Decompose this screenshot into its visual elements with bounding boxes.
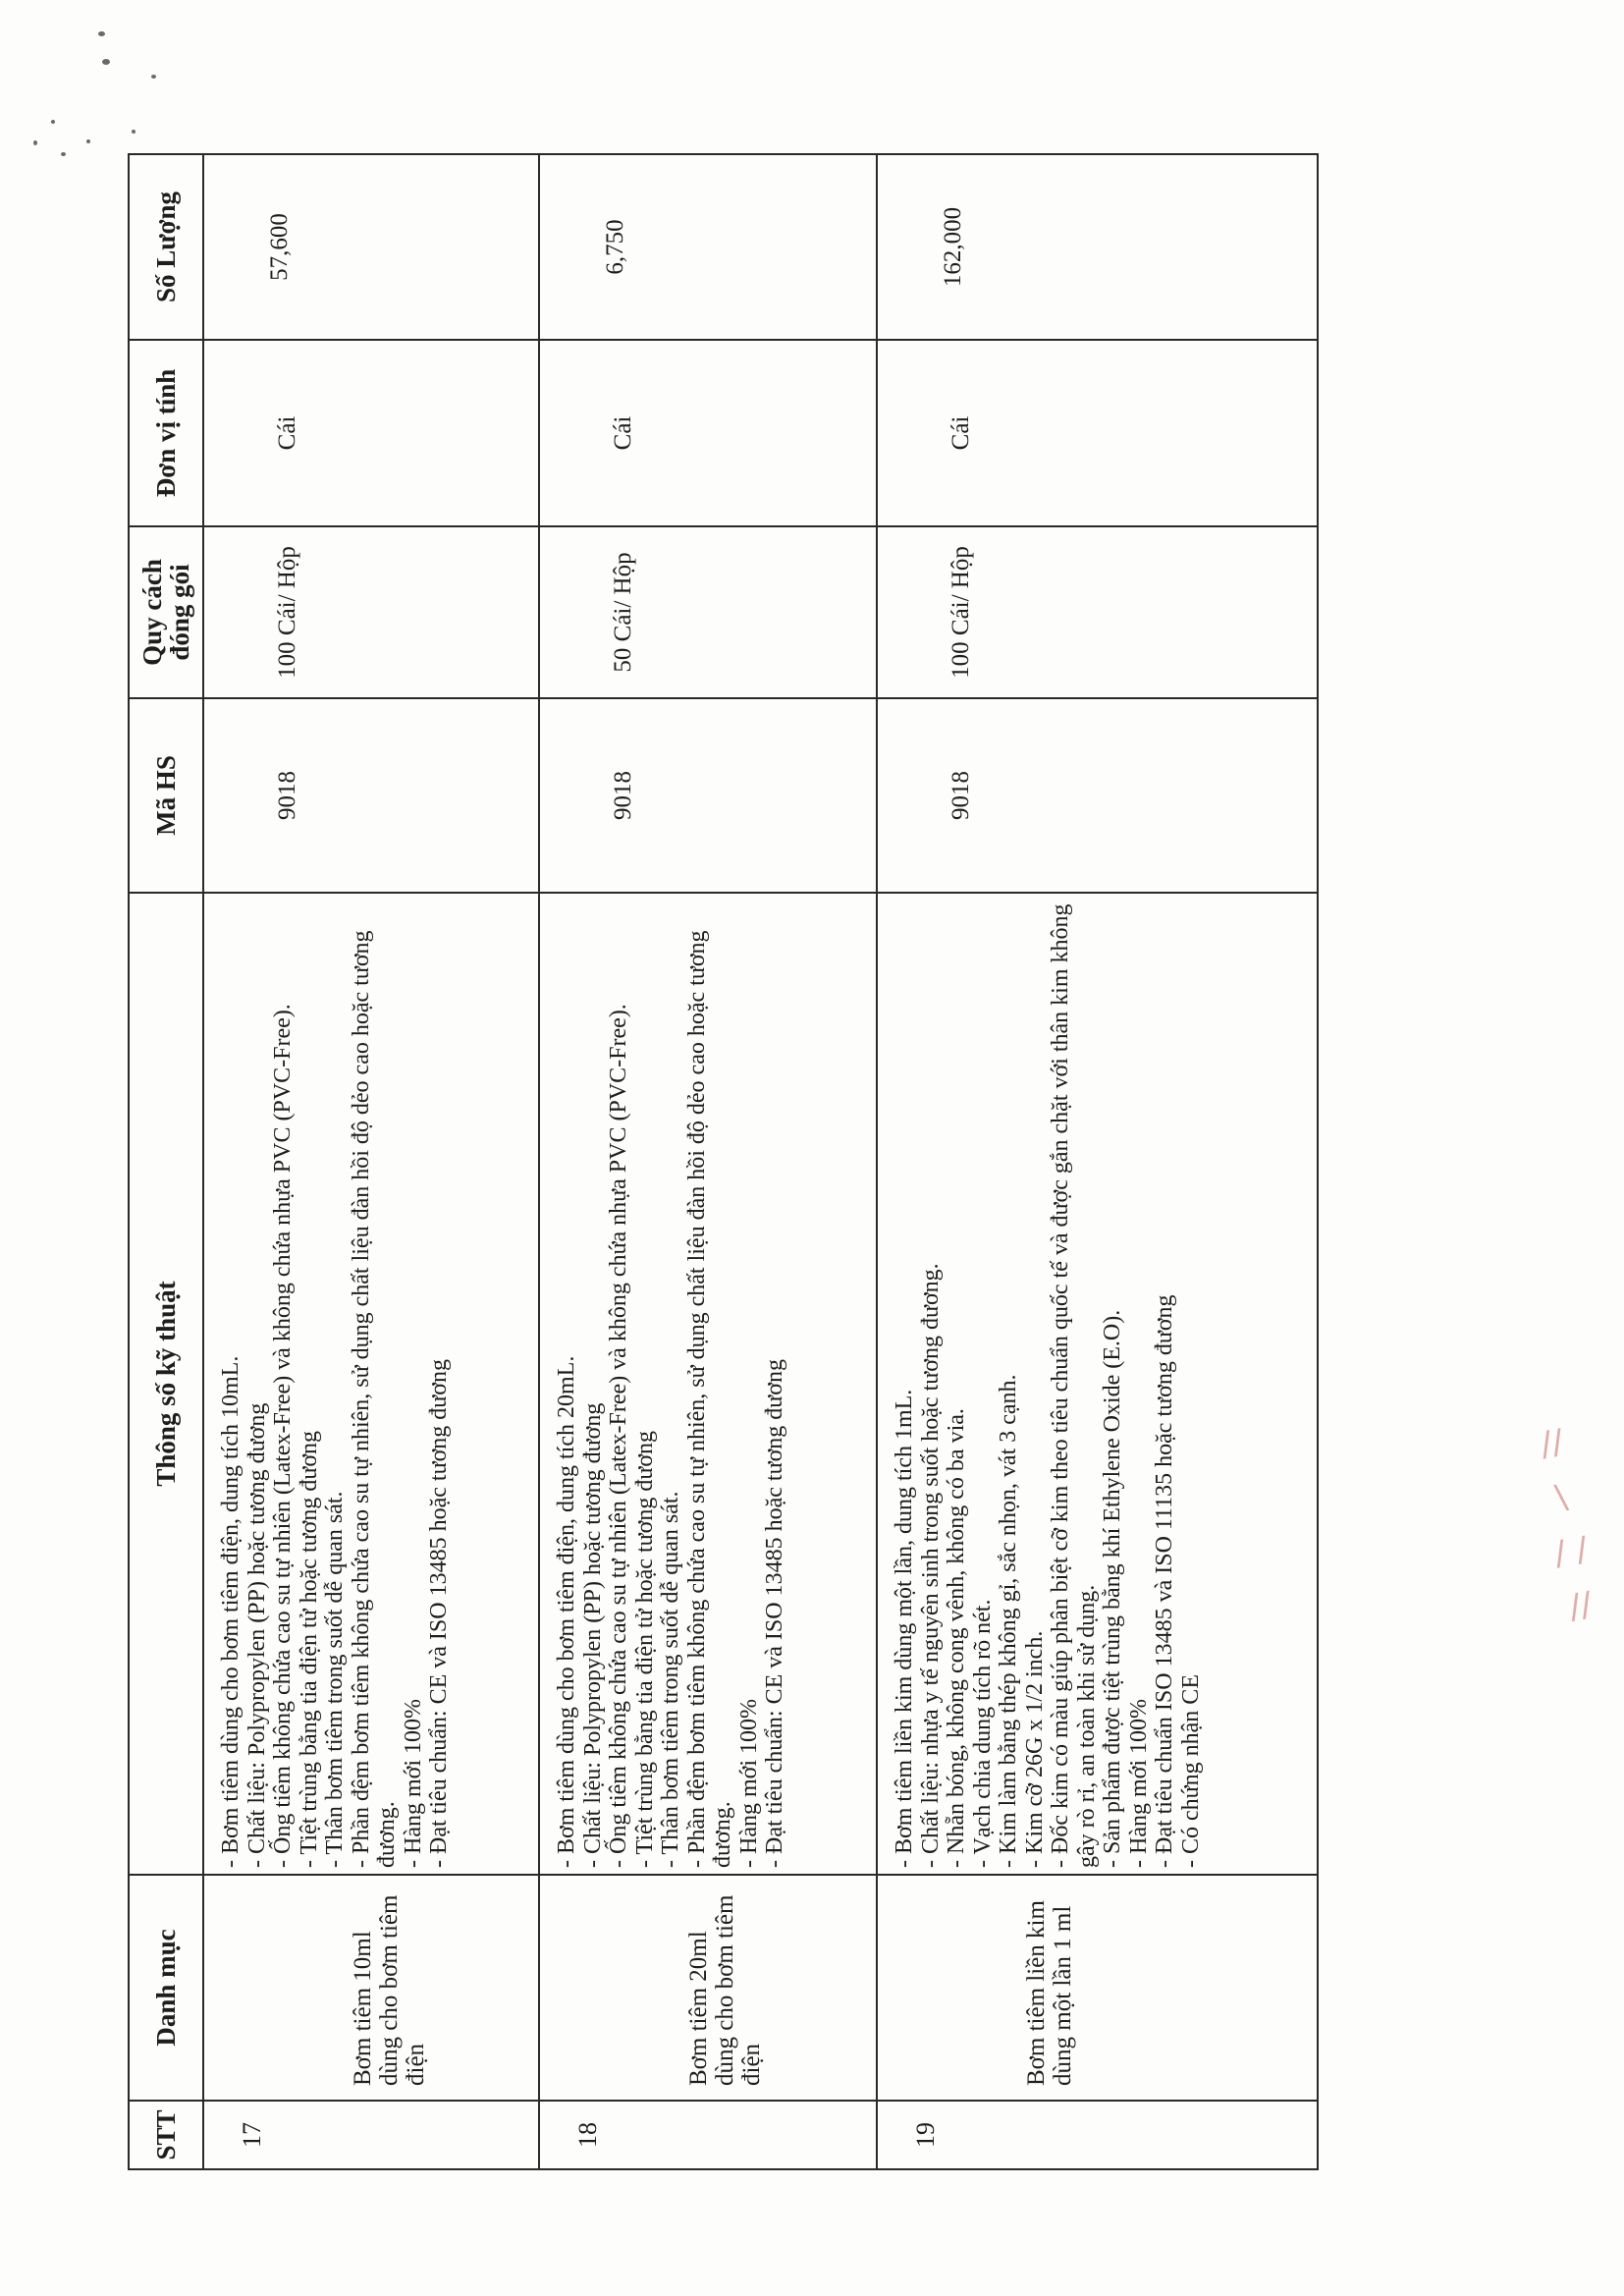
- row-unit: Cái: [877, 340, 1318, 526]
- header-stt: STT: [129, 2101, 203, 2169]
- spec-line: - Thân bơm tiêm trong suốt dễ quan sát.: [658, 1491, 683, 1868]
- row-packaging: 100 Cái/ Hộp: [877, 526, 1318, 698]
- header-category: Danh mục: [129, 1875, 203, 2101]
- row-unit: Cái: [203, 340, 539, 526]
- spec-line: - Bơm tiêm dùng cho bơm tiêm điện, dung tích 20mL.: [554, 1355, 579, 1868]
- table-row: [539, 154, 877, 2169]
- spec-line: - Tiệt trùng bằng tia điện tử hoặc tương đương: [631, 1430, 658, 1868]
- spec-line: - Đạt tiêu chuẩn: CE và ISO 13485 hoặc tương đương: [426, 1359, 452, 1868]
- row-spec: [539, 893, 877, 1875]
- header-quantity: Số Lượng: [129, 154, 203, 340]
- spec-line: - Hàng mới 100%: [735, 1699, 762, 1868]
- spec-line: - Ống tiêm không chứa cao su tự nhiên (Latex-Free) và không chứa nhựa PVC (PVC-Free).: [606, 1004, 631, 1868]
- spec-line: - Tiệt trùng bằng tia điện tử hoặc tương đương: [296, 1430, 322, 1868]
- table-row: [877, 154, 1318, 2169]
- spec-line: - Hàng mới 100%: [1125, 1699, 1152, 1868]
- row-category: Bơm tiêm 20ml dùng cho bơm tiêm điện: [539, 1875, 877, 2101]
- row-packaging: 50 Cái/ Hộp: [539, 526, 877, 698]
- header-unit: Đơn vị tính: [129, 340, 203, 526]
- scan-speck: [98, 31, 105, 36]
- header-packaging: Quy cách đóng gói: [129, 526, 203, 698]
- table-row: [203, 154, 539, 2169]
- spec-line: - Chất liệu: Polypropylen (PP) hoặc tương đương: [579, 1402, 606, 1868]
- row-hs-code: 9018: [203, 698, 539, 893]
- row-unit: Cái: [539, 340, 877, 526]
- table-header-row: [129, 154, 203, 2169]
- spec-line: - Nhẵn bóng, không cong vênh, không có ba via.: [944, 1408, 969, 1868]
- spec-line: - Sản phẩm được tiệt trùng bằng khí Ethylene Oxide (E.O).: [1100, 1309, 1125, 1868]
- scan-speck: [151, 75, 156, 79]
- header-spec: Thông số kỹ thuật: [129, 893, 203, 1875]
- header-hs-code: Mã HS: [129, 698, 203, 893]
- spec-line: - Đạt tiêu chuẩn ISO 13485 và ISO 11135 hoặc tương đương: [1152, 1294, 1177, 1868]
- row-spec: [877, 893, 1318, 1875]
- scan-speck: [33, 140, 37, 145]
- spec-line: - Đốc kim có màu giúp phân biệt cỡ kim theo tiêu chuẩn quốc tế và được gắn chặt với thân kim không gây rò rỉ, an toàn khi sử dụng.: [1048, 903, 1100, 1868]
- row-quantity: 6,750: [539, 154, 877, 340]
- scan-speck: [102, 59, 110, 65]
- spec-line: - Ống tiêm không chứa cao su tự nhiên (Latex-Free) và không chứa nhựa PVC (PVC-Free).: [270, 1004, 296, 1868]
- row-hs-code: 9018: [539, 698, 877, 893]
- scan-speck: [61, 152, 66, 156]
- spec-line: - Bơm tiêm dùng cho bơm tiêm điện, dung tích 10mL.: [218, 1355, 244, 1868]
- row-spec: [203, 893, 539, 1875]
- spec-line: - Có chứng nhận CE: [1177, 1674, 1204, 1868]
- spec-line: - Hàng mới 100%: [400, 1699, 426, 1868]
- spec-line: - Kim làm bằng thép không gỉ, sắc nhọn, vát 3 cạnh.: [996, 1374, 1021, 1868]
- spec-line: - Phần đệm bơm tiêm không chứa cao su tự nhiên, sử dụng chất liệu đàn hồi độ dẻo cao hoặc tương đương.: [683, 930, 735, 1868]
- row-packaging: 100 Cái/ Hộp: [203, 526, 539, 698]
- rotated-table-container: [128, 155, 1319, 2170]
- bleed-through-marks: // \ / / //: [1537, 1422, 1596, 1627]
- spec-line: - Thân bơm tiêm trong suốt dễ quan sát.: [322, 1491, 348, 1868]
- row-stt: 17: [203, 2101, 539, 2169]
- scan-speck: [51, 120, 55, 124]
- row-stt: 19: [877, 2101, 1318, 2169]
- product-spec-table: [128, 153, 1319, 2170]
- row-hs-code: 9018: [877, 698, 1318, 893]
- row-quantity: 57,600: [203, 154, 539, 340]
- spec-line: - Đạt tiêu chuẩn: CE và ISO 13485 hoặc tương đương: [762, 1359, 787, 1868]
- row-category: Bơm tiêm liền kim dùng một lần 1 ml: [877, 1875, 1318, 2101]
- spec-line: - Chất liệu: Polypropylen (PP) hoặc tương đương: [244, 1402, 270, 1868]
- row-quantity: 162,000: [877, 154, 1318, 340]
- spec-line: - Bơm tiêm liền kim dùng một lần, dung tích 1mL.: [892, 1389, 917, 1868]
- spec-line: - Kim cỡ 26G x 1/2 inch.: [1021, 1630, 1048, 1868]
- spec-line: - Phần đệm bơm tiêm không chứa cao su tự nhiên, sử dụng chất liệu đàn hồi độ dẻo cao hoặc tương đương.: [348, 930, 400, 1868]
- scan-speck: [86, 139, 90, 143]
- spec-line: - Chất liệu: nhựa y tế nguyên sinh trong suốt hoặc tương đương.: [917, 1263, 944, 1868]
- row-stt: 18: [539, 2101, 877, 2169]
- scan-speck: [132, 130, 135, 134]
- spec-line: - Vạch chia dung tích rõ nét.: [969, 1599, 996, 1868]
- row-category: Bơm tiêm 10ml dùng cho bơm tiêm điện: [203, 1875, 539, 2101]
